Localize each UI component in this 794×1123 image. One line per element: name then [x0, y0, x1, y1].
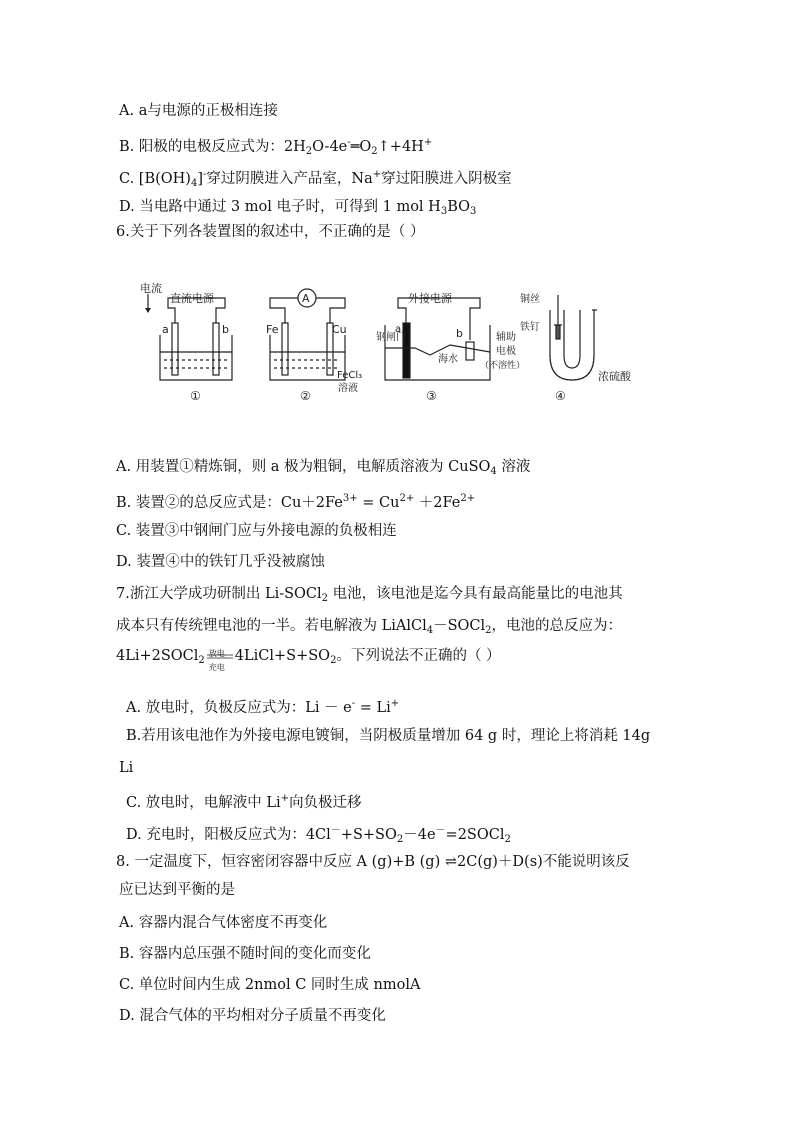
device-2 [266, 289, 362, 403]
q6-option-c: C. 装置③中钢闸门应与外接电源的负极相连 [116, 523, 397, 539]
label-seawater: 海水 [438, 354, 458, 365]
q6-stem: 6.关于下列各装置图的叙述中，不正确的是（ ） [116, 224, 425, 240]
q8-stem-line-2: 应已达到平衡的是 [119, 882, 235, 898]
device-1 [140, 281, 232, 403]
label-external-power: 外接电源 [408, 292, 452, 305]
q6-option-a: A. 用装置①精炼铜，则 a 极为粗铜，电解质溶液为 CuSO$_4$ 溶液 [116, 459, 531, 477]
q8-option-d: D. 混合气体的平均相对分子质量不再变化 [119, 1008, 386, 1024]
label-device-3: ③ [426, 389, 437, 403]
label-copper-wire: 铜丝 [520, 294, 540, 305]
q5-option-a: A. a与电源的正极相连接 [119, 103, 278, 119]
label-fecl3: FeCl₃ [337, 370, 363, 381]
label-iron-nail: 铁钉 [520, 322, 540, 333]
q7-option-d: D. 充电时，阳极反应式为：$4Cl^-+S+SO_2-4e^-=2SOCl_2$ [126, 825, 511, 845]
q7-option-b-cont: Li [119, 760, 134, 776]
q8-option-a: A. 容器内混合气体密度不再变化 [119, 915, 328, 931]
q5-option-c: C. $[B(OH)_4]^-$穿过阴膜进入产品室，Na+穿过阳膜进入阴极室 [119, 169, 512, 189]
label-a3: a [395, 324, 402, 335]
label-solution: 溶液 [338, 383, 358, 394]
label-ammeter: A [302, 292, 310, 305]
q7-stem-line-2: 成本只有传统锂电池的一半。若电解液为 LiAlCl$_4$－SOCl$_2$，电池的总反应为： [116, 618, 623, 636]
q6-option-b: B. 装置②的总反应式是：$Cu+2Fe^{3+} = Cu^{2+} +2Fe^{2+}$ [116, 493, 476, 511]
q5-option-d: D. 当电路中通过 3 mol 电子时，可得到 1 mol $H_3BO_3$ [119, 199, 477, 217]
label-electrode: 电极 [496, 346, 516, 357]
reversible-arrow: 放电 充电 [208, 649, 225, 672]
q7-option-a: A. 放电时，负极反应式为：Li － e- = Li+ [126, 698, 400, 716]
device-3 [376, 291, 525, 403]
label-aux: 辅助 [496, 332, 516, 343]
q8-option-b: B. 容器内总压强不随时间的变化而变化 [119, 946, 371, 962]
label-b1: b [222, 323, 229, 336]
q6-apparatus-figure [140, 280, 660, 405]
q7-option-b: B.若用该电池作为外接电源电镀铜，当阴极质量增加 64 g 时，理论上将消耗 14g [126, 728, 651, 744]
q8-option-c: C. 单位时间内生成 2nmol C 同时生成 nmolA [119, 977, 421, 993]
device-4 [520, 292, 632, 403]
q7-option-c: C. 放电时，电解液中 Li+向负极迁移 [126, 793, 362, 811]
q7-stem-line-1: 7.浙江大学成功研制出 Li-SOCl$_2$ 电池，该电池是迄今具有最高能量比的电池其 [116, 586, 623, 604]
q5-option-b: B. 阳极的电极反应式为：$2H_2O-4e^-═O_2↑+4H^+$ [119, 137, 433, 157]
q6-option-d: D. 装置④中的铁钉几乎没被腐蚀 [116, 554, 325, 570]
label-b3: b [456, 327, 463, 340]
label-cu: Cu [332, 323, 347, 336]
label-insoluble: （不溶性） [480, 361, 526, 371]
q8-stem-line-1: 8. 一定温度下，恒容密闭容器中反应 A (g)+B (g) ⇌2C(g)＋D(s)不能说明该反 [116, 854, 630, 870]
label-device-1: ① [190, 389, 201, 403]
label-conc-sulfuric: 浓硫酸 [598, 370, 631, 383]
q7-stem-line-3: 4Li+2SOCl$_2$ 放电 充电 $4LiCl+S+SO_2$。下列说法不正确的（ ） [116, 648, 501, 672]
label-steel-gate: 钢闸门 [376, 332, 406, 343]
label-a1: a [162, 323, 169, 336]
label-fe: Fe [266, 323, 279, 336]
label-current: 电流 [140, 282, 162, 295]
label-device-4: ④ [555, 389, 566, 403]
label-dc-power: 直流电源 [170, 292, 214, 305]
label-device-2: ② [300, 389, 311, 403]
